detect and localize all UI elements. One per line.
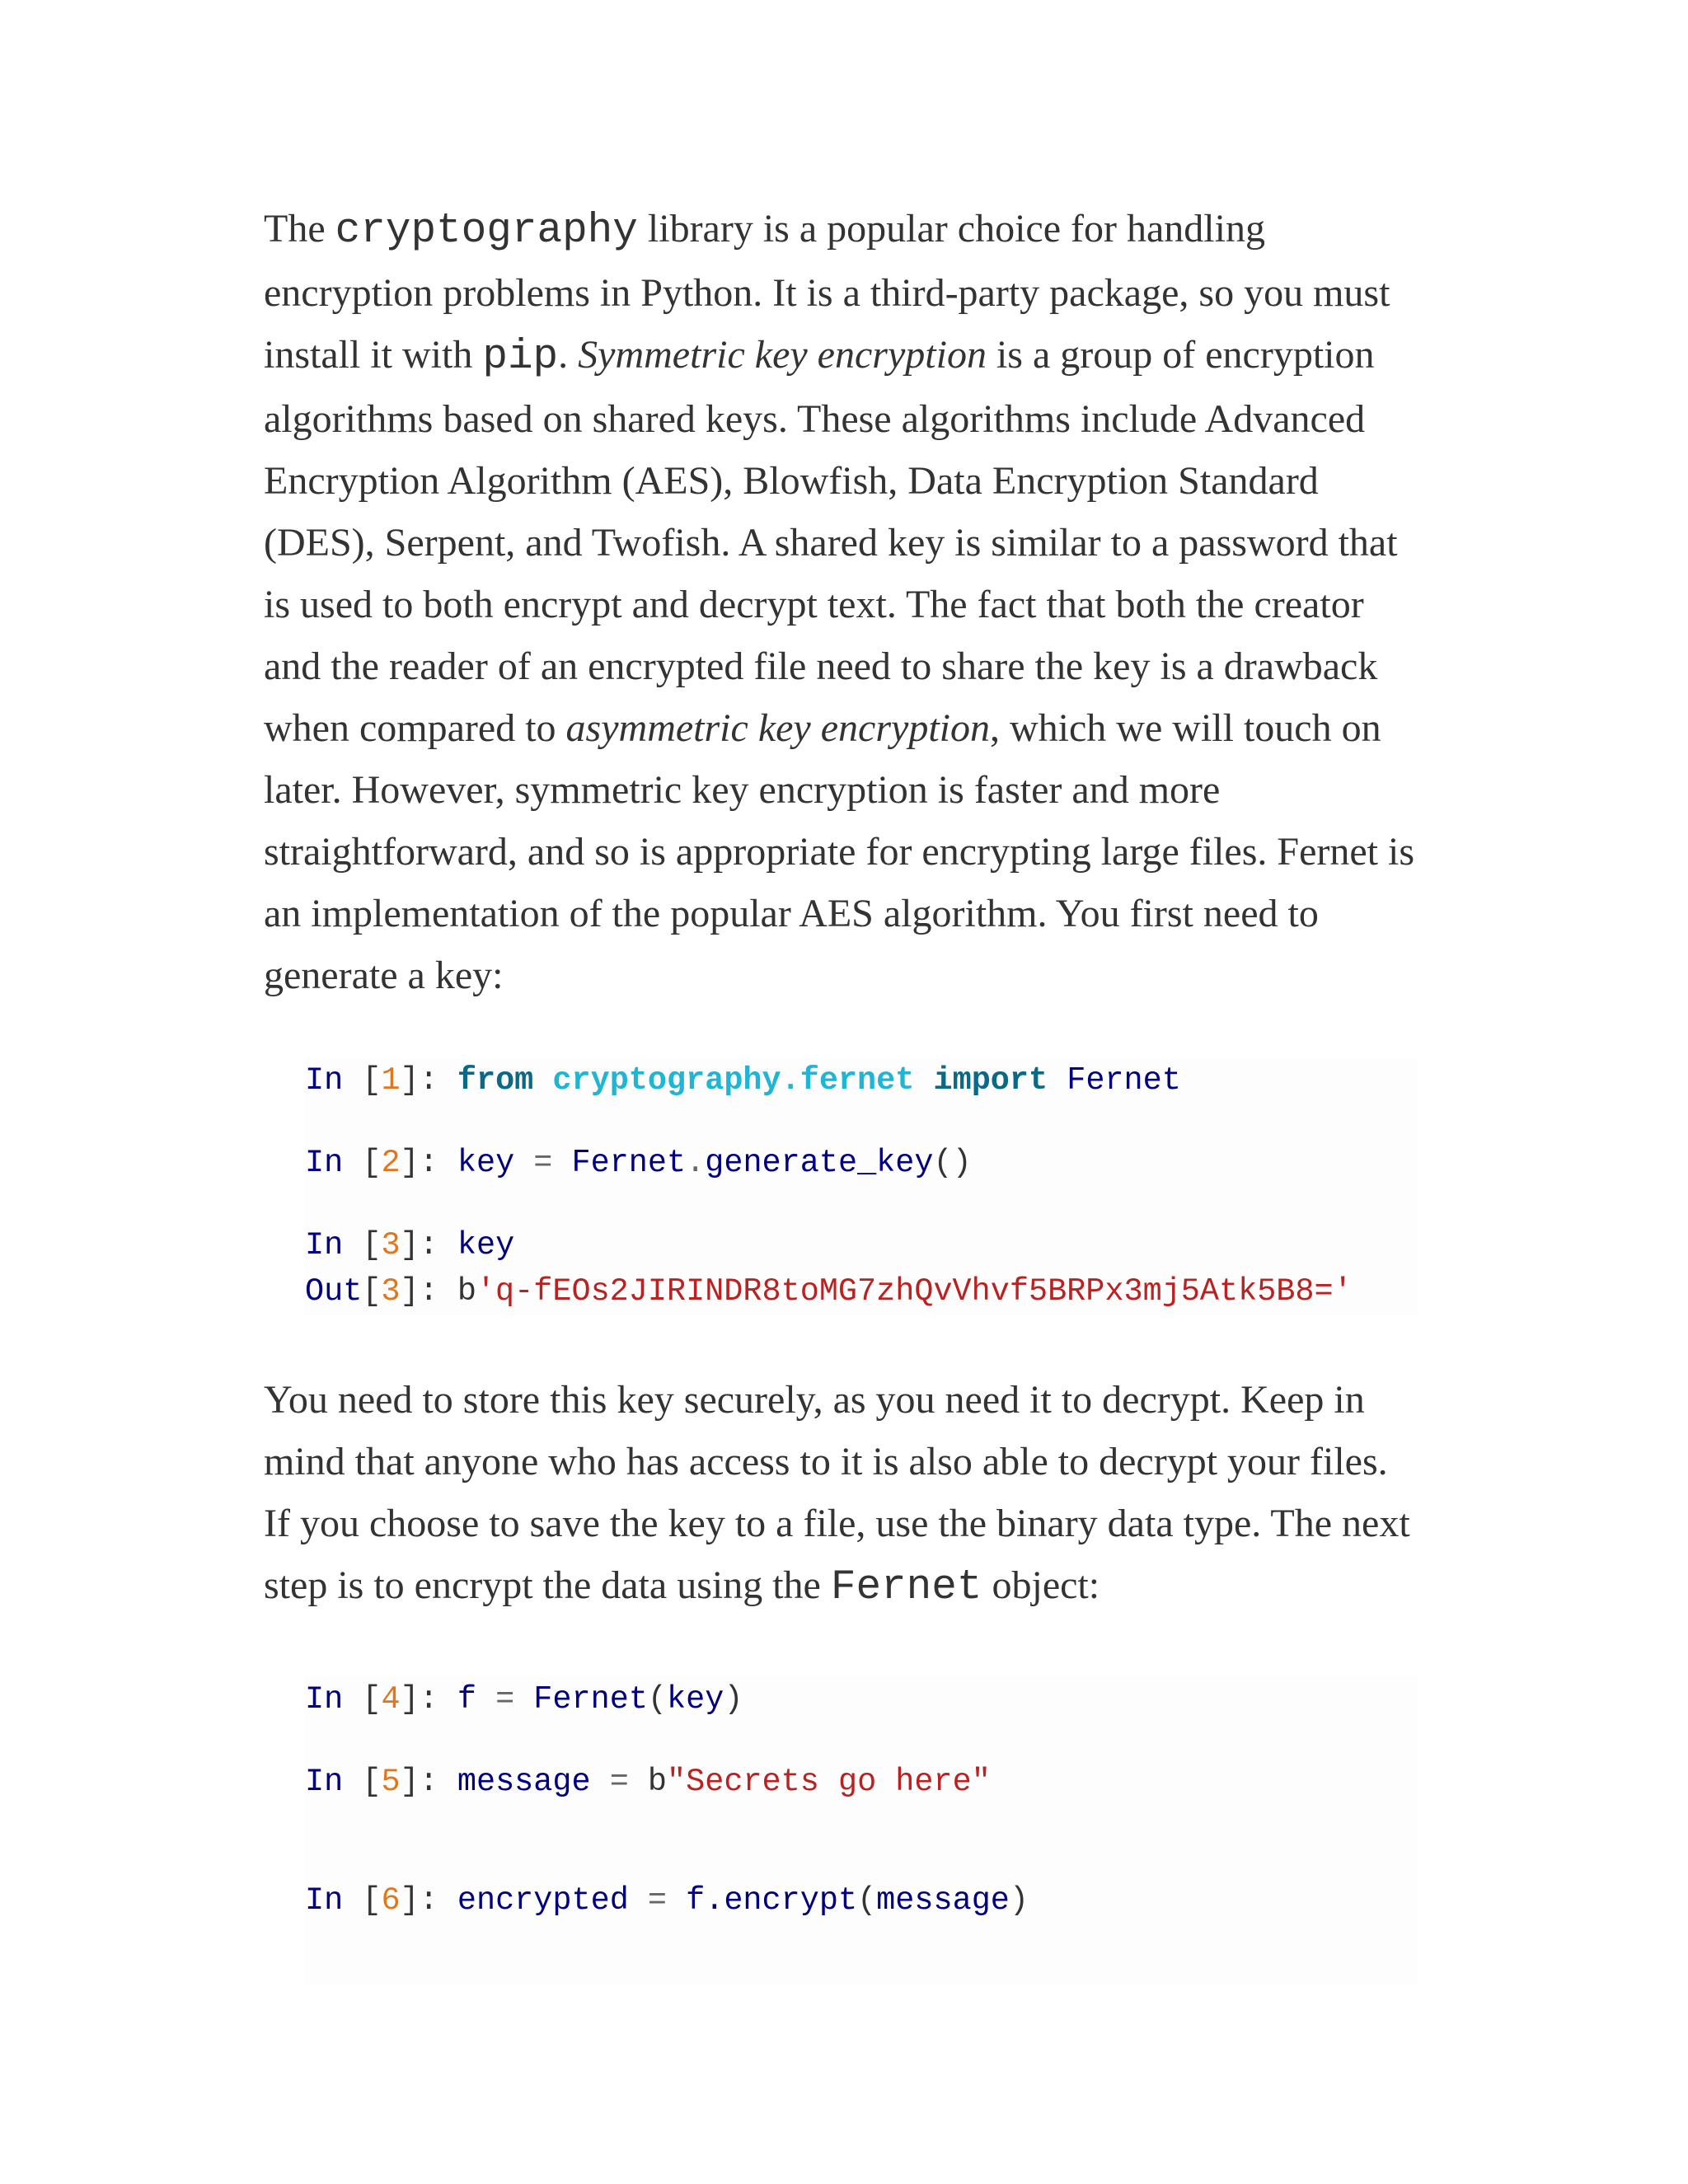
text-run: . <box>558 333 579 377</box>
paren: ) <box>724 1681 743 1718</box>
text-run: object: <box>982 1563 1100 1607</box>
code-line-3: In [3]: key <box>305 1227 515 1263</box>
paren: ( <box>857 1882 877 1919</box>
inline-code-fernet: Fernet <box>830 1564 982 1611</box>
code-line-1: In [1]: from cryptography.fernet import Fernet <box>305 1062 1181 1099</box>
method-call: f.encrypt <box>686 1882 858 1919</box>
variable-encrypted: encrypted <box>457 1882 629 1919</box>
text-run: You need to store this key securely, as you need it to decrypt. Keep in mind that anyone who has access to it is also able to decrypt your files. If you choose to save the key to a file, use the binary data type. The next step is to encrypt the data using the <box>264 1378 1410 1607</box>
text-run: library is a popular choice for handling encryption problems in Python. It is a third-party package, so you must install it with <box>264 207 1390 377</box>
bytes-prefix: b <box>647 1764 668 1800</box>
inline-code-cryptography: cryptography <box>335 208 638 255</box>
code-block-generate-key <box>305 1057 1418 1315</box>
prompt-number: 2 <box>381 1145 401 1181</box>
operator-assign: = <box>647 1882 668 1919</box>
prompt-in: In <box>305 1882 344 1919</box>
operator-dot: . <box>686 1145 706 1181</box>
module-name: cryptography.fernet <box>552 1062 915 1099</box>
paren: ) <box>1009 1882 1029 1919</box>
keyword-import: import <box>933 1062 1048 1099</box>
method-name: generate_key <box>705 1145 934 1181</box>
output-key-value: 'q-fEOs2JIRINDR8toMG7zhQvVhvf5BRPx3mj5Atk5B8=' <box>476 1273 1353 1310</box>
emphasis-symmetric: Symmetric key encryption <box>578 333 987 377</box>
call-parens: () <box>933 1145 972 1181</box>
class-name: Fernet <box>571 1145 687 1181</box>
prompt-number: 5 <box>381 1764 401 1800</box>
variable-key: key <box>457 1227 515 1263</box>
paren: ( <box>647 1681 668 1718</box>
prompt-in: In <box>305 1227 344 1263</box>
keyword-from: from <box>457 1062 534 1099</box>
prompt-in: In <box>305 1681 344 1718</box>
variable-key: key <box>457 1145 515 1181</box>
text-run: The <box>264 207 335 251</box>
prompt-number: 4 <box>381 1681 401 1718</box>
prompt-out: Out <box>305 1273 363 1310</box>
class-name: Fernet <box>533 1681 648 1718</box>
text-run: , which we will touch on later. However, symmetric key encryption is faster and more straightforward, and so is appropriate for encrypting large files. Fernet is an implementation of the popular AES algorithm. You first need to generate a key: <box>264 706 1415 997</box>
code-line-5: In [5]: message = b"Secrets go here" <box>305 1764 991 1800</box>
operator-assign: = <box>609 1764 629 1800</box>
inline-code-pip: pip <box>482 334 559 381</box>
class-name: Fernet <box>1067 1062 1181 1099</box>
prompt-number: 6 <box>381 1882 401 1919</box>
text-run: is a group of encryption algorithms based on shared keys. These algorithms include Advanced Encryption Algorithm (AES), Blowfish, Data Encryption Standard (DES), Serpent, and Twofish. A shared key is similar to a password that is used to both encrypt and decrypt text. The fact that both the creator and the reader of an encrypted file need to share the key is a drawback when compared to <box>264 333 1398 750</box>
prompt-in: In <box>305 1145 344 1181</box>
operator-assign: = <box>495 1681 515 1718</box>
code-block-encrypt <box>305 1676 1418 1985</box>
prompt-number: 1 <box>381 1062 401 1099</box>
document-page <box>264 198 1418 1985</box>
argument-key: key <box>667 1681 724 1718</box>
code-line-2: In [2]: key = Fernet.generate_key() <box>305 1145 972 1181</box>
argument-message: message <box>876 1882 1010 1919</box>
prompt-number: 3 <box>381 1227 401 1263</box>
intro-paragraph <box>264 198 1418 1006</box>
operator-assign: = <box>533 1145 553 1181</box>
code-line-4: In [4]: f = Fernet(key) <box>305 1681 743 1718</box>
code-line-output: Out[3]: b'q-fEOs2JIRINDR8toMG7zhQvVhvf5BRPx3mj5Atk5B8=' <box>305 1273 1353 1310</box>
prompt-in: In <box>305 1764 344 1800</box>
code-line-6: In [6]: encrypted = f.encrypt(message) <box>305 1882 1029 1919</box>
bytes-prefix: b <box>457 1273 476 1310</box>
prompt-in: In <box>305 1062 344 1099</box>
string-literal: "Secrets go here" <box>667 1764 991 1800</box>
emphasis-asymmetric: asymmetric key encryption <box>565 706 990 750</box>
store-key-paragraph <box>264 1369 1418 1619</box>
variable-f: f <box>457 1681 476 1718</box>
prompt-number: 3 <box>381 1273 401 1310</box>
variable-message: message <box>457 1764 591 1800</box>
